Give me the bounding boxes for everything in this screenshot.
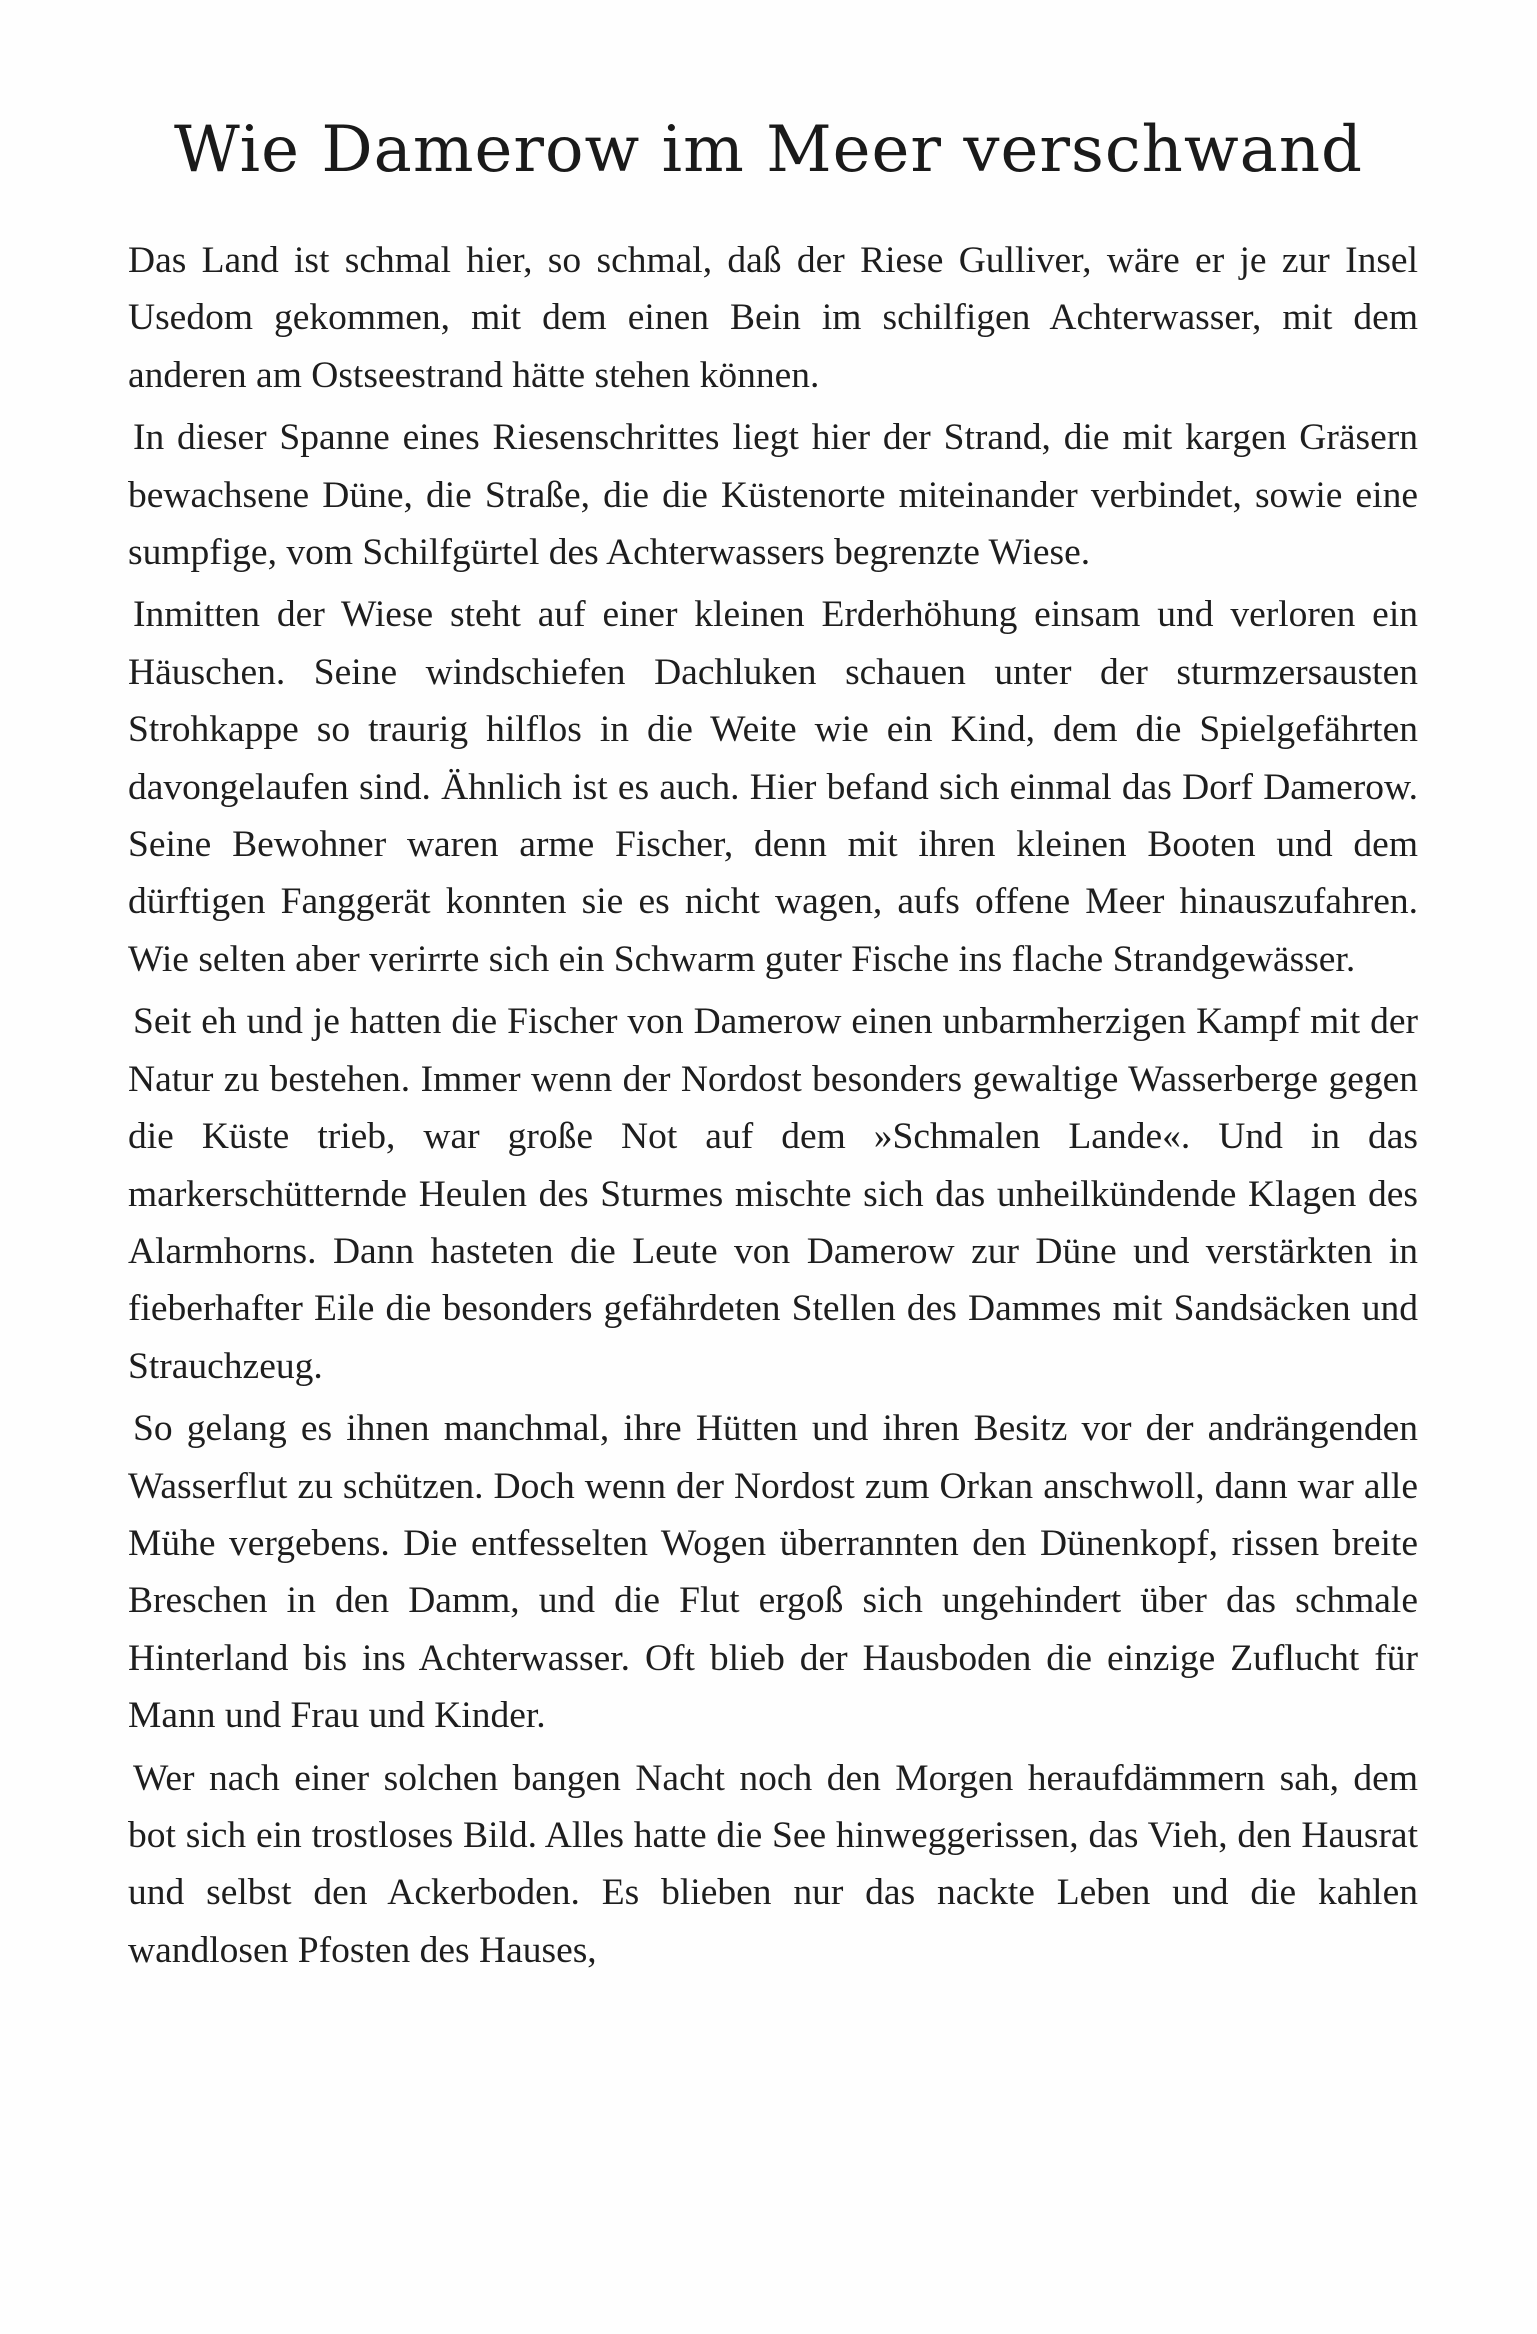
chapter-title: Wie Damerow im Meer verschwand	[174, 113, 1363, 187]
paragraph: Das Land ist schmal hier, so schmal, daß der Riese Gulliver, wäre er je zur Insel Usedom gekommen, mit dem einen Bein im schilfigen Achterwasser, mit dem anderen am Ostseestrand hätte stehen können.	[128, 240, 1418, 396]
paragraph: Inmitten der Wiese steht auf einer kleinen Erderhöhung einsam und verloren ein Häuschen. Seine windschiefen Dachluken schauen unter der sturmzersausten Strohkappe so traurig hilflos in die Weite wie ein Kind, dem die Spielgefährten davongelaufen sind. Ähnlich ist es auch. Hier befand sich einmal das Dorf Damerow. Seine Bewohner waren arme Fischer, denn mit ihren kleinen Booten und dem dürftigen Fanggerät konnten sie es nicht wagen, aufs offene Meer hinauszufahren. Wie selten aber verirrte sich ein Schwarm guter Fische ins flache Strandgewässer.	[128, 594, 1418, 980]
paragraph: Seit eh und je hatten die Fischer von Damerow einen unbarmherzigen Kampf mit der Natur zu bestehen. Immer wenn der Nordost besonders gewaltige Wasserberge gegen die Küste trieb, war große Not auf dem »Schmalen Lande«. Und in das markerschütternde Heulen des Sturmes mischte sich das unheilkündende Klagen des Alarmhorns. Dann hasteten die Leute von Damerow zur Düne und verstärkten in fieberhafter Eile die besonders gefährdeten Stellen des Dammes mit Sandsäcken und Strauchzeug.	[128, 1001, 1418, 1387]
body-text	[128, 232, 1418, 1984]
paragraph: In dieser Spanne eines Riesenschrittes liegt hier der Strand, die mit kargen Gräsern bewachsene Düne, die Straße, die die Küstenorte miteinander verbindet, sowie eine sumpfige, vom Schilfgürtel des Achterwassers begrenzte Wiese.	[128, 417, 1418, 574]
paragraph: So gelang es ihnen manchmal, ihre Hütten und ihren Besitz vor der andrängenden Wasserflut zu schützen. Doch wenn der Nordost zum Orkan anschwoll, dann war alle Mühe vergebens. Die entfesselten Wogen überrannten den Dünenkopf, rissen breite Breschen in den Damm, und die Flut ergoß sich ungehindert über das schmale Hinterland bis ins Achterwasser. Oft blieb der Hausboden die einzige Zuflucht für Mann und Frau und Kinder.	[128, 1408, 1418, 1737]
paragraph: Wer nach einer solchen bangen Nacht noch den Morgen heraufdämmern sah, dem bot sich ein trostloses Bild. Alles hatte die See hinweggerissen, das Vieh, den Hausrat und selbst den Ackerboden. Es blieben nur das nackte Leben und die kahlen wandlosen Pfosten des Hauses,	[128, 1757, 1418, 1971]
